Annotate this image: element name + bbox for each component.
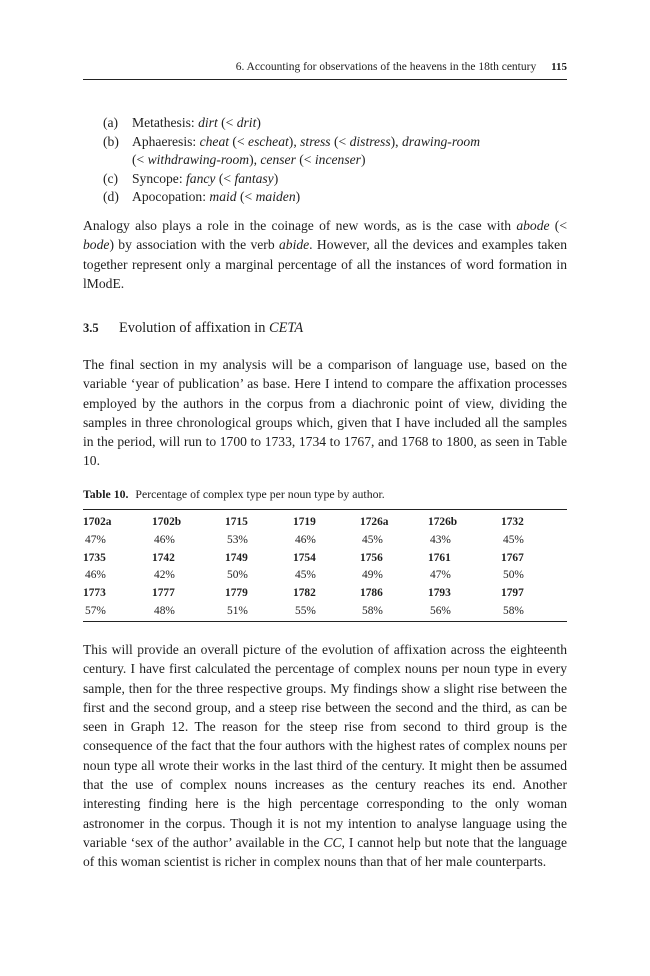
text-run: Syncope: — [132, 170, 186, 186]
italic-run: maiden — [255, 189, 296, 204]
table-cell: 1726b — [428, 516, 458, 528]
italic-run: dirt — [198, 115, 218, 130]
example-item — [103, 170, 573, 189]
italic-run: abide — [278, 237, 310, 253]
table-label: Table 10. — [83, 487, 129, 501]
table-cell: 56% — [430, 604, 451, 617]
text-run: ), — [288, 133, 301, 149]
italic-run: fantasy — [234, 170, 274, 186]
example-line — [132, 170, 573, 189]
table-cell: 1742 — [152, 551, 175, 564]
table-cell: 55% — [295, 604, 316, 617]
table-cell: 1797 — [501, 587, 524, 600]
table-year-row — [83, 585, 567, 603]
text-run: (< — [549, 218, 567, 233]
paragraph-comparison — [83, 355, 567, 471]
example-line — [132, 114, 573, 133]
table-value-row — [83, 532, 567, 550]
example-label: (d) — [103, 189, 119, 204]
table-cell: 1749 — [225, 551, 248, 564]
table-cell: 47% — [85, 533, 106, 546]
running-head — [83, 58, 567, 80]
table-cell: 1702a — [83, 516, 112, 528]
example-item — [103, 133, 573, 170]
text-run: (< — [330, 133, 350, 149]
table-cell: 46% — [85, 569, 106, 582]
page-number: 115 — [551, 61, 567, 73]
table-cell: 1786 — [360, 587, 383, 600]
table-cell: 1756 — [360, 551, 383, 564]
italic-run: stress — [300, 133, 331, 149]
table-cell: 1793 — [428, 587, 451, 600]
italic-run: bode — [83, 237, 110, 253]
italic-run: distress — [349, 133, 391, 149]
table-cell: 43% — [430, 533, 451, 546]
table-cell: 1777 — [152, 587, 175, 600]
example-label: (c) — [103, 170, 119, 186]
text-run: The final section in my analysis will be a comparison of language use, based on the variable ‘year of publication’ as base. Here I intend to compare the affixation processes employed by the authors in the corpus from a diachronic point of view, dividing the samples in three chronological groups which, given that I have included all the samples in the period, will run to 1700 to 1733, 1734 to 1767, and 1768 to 1800, as seen in Table 10. — [83, 357, 567, 469]
table-cell: 46% — [154, 533, 175, 546]
section-title — [119, 320, 303, 336]
section-heading — [83, 320, 303, 337]
example-line — [132, 151, 573, 170]
example-item — [103, 188, 573, 207]
examples-list — [103, 114, 573, 207]
text-run: (< — [217, 115, 237, 130]
table-cell: 45% — [503, 533, 524, 546]
table-cell: 48% — [154, 604, 175, 617]
paragraph-overview — [83, 640, 567, 872]
text-run: ) — [360, 152, 366, 167]
text-run: I cannot help but note that the language of this woman scientist is richer in complex nouns than that of her male counterparts. — [83, 834, 568, 870]
table-cell: 50% — [227, 569, 248, 582]
table-cell: 47% — [430, 569, 451, 582]
text-run: This will provide an overall picture of the evolution of affixation across the eighteenth century. I have first calculated the percentage of complex nouns per noun type in every sample, then for the three respective groups. My findings show a slight rise between the first and the second group, and a steep rise between the second and the third, as can be seen in Graph 12. The reason for the steep rise from second to third group is the consequence of the fact that the four authors with the highest rates of complex nouns per noun type all wrote their works in the last third of the century. It might then be assumed that the use of complex nouns increases as the century reaches its end. Another interesting finding here is the high percentage corresponding to the only woman astronomer in the corpus. Though it is not my intention to analyse language using the variable ‘sex of the author’ available in the — [83, 642, 567, 850]
text-run: (< — [229, 133, 249, 149]
table-cell: 58% — [503, 604, 524, 617]
text-run: (< — [236, 189, 256, 204]
table-year-row — [83, 514, 567, 532]
text-run: (< — [132, 152, 148, 167]
table-cell: 1702b — [152, 516, 182, 528]
text-run: ) — [273, 170, 279, 186]
table-cell: 58% — [362, 604, 383, 617]
text-run: Apocopation: — [132, 189, 210, 204]
table-cell: 1732 — [501, 516, 524, 528]
table-cell: 49% — [362, 569, 383, 582]
running-title: 6. Accounting for observations of the heavens in the 18th century — [235, 61, 537, 73]
table-cell: 1767 — [501, 551, 524, 564]
example-label: (b) — [103, 133, 119, 149]
italic-run: cheat — [199, 133, 230, 149]
table-cell: 42% — [154, 569, 175, 582]
table-cell: 1726a — [360, 516, 389, 528]
text-run: ), — [249, 152, 261, 167]
table-cell: 50% — [503, 569, 524, 582]
text-run: ) — [256, 115, 261, 130]
italic-run: drit — [236, 115, 257, 130]
italic-run: drawing-room — [401, 133, 481, 149]
table-cell: 1754 — [293, 551, 316, 564]
table-cell: 45% — [295, 569, 316, 582]
table-caption — [83, 487, 385, 502]
percentage-table — [83, 509, 567, 622]
table-cell: 46% — [295, 533, 316, 546]
table-cell: 1761 — [428, 551, 451, 564]
section-number: 3.5 — [83, 321, 99, 335]
table-cell: 1773 — [83, 587, 106, 600]
italic-run: CC, — [323, 834, 345, 850]
text-run: Evolution of affixation in — [119, 320, 270, 336]
table-cell: 1779 — [225, 587, 248, 600]
text-run: Analogy also plays a role in the coinage of new words, as is the case with — [83, 218, 517, 233]
example-line — [132, 188, 573, 207]
text-run: . However, all the devices and examples taken together represent only a marginal percentage of all the instances of word formation in lModE. — [83, 237, 568, 291]
table-cell: 1735 — [83, 551, 106, 564]
example-line — [132, 133, 573, 152]
table-year-row — [83, 550, 567, 568]
text-run: Aphaeresis: — [132, 133, 200, 149]
text-run: ), — [390, 133, 402, 149]
table-cell: 1719 — [293, 516, 316, 528]
table-cell: 45% — [362, 533, 383, 546]
italic-run: fancy — [186, 170, 216, 186]
table-value-row — [83, 603, 567, 621]
italic-run: escheat — [248, 133, 289, 149]
table-cell: 1782 — [293, 587, 316, 600]
italic-run: censer — [260, 152, 296, 167]
italic-run: CETA — [269, 320, 304, 336]
table-caption-text: Percentage of complex type per noun type by author. — [135, 487, 385, 501]
paragraph-analogy — [83, 216, 567, 293]
text-run: ) by association with the verb — [109, 237, 279, 253]
text-run: Metathesis: — [132, 115, 199, 130]
italic-run: withdrawing-room — [147, 152, 250, 167]
italic-run: abode — [516, 218, 550, 233]
text-run: (< — [295, 152, 315, 167]
italic-run: maid — [209, 189, 237, 204]
table-cell: 57% — [85, 604, 106, 617]
italic-run: incenser — [314, 152, 361, 167]
table-cell: 53% — [227, 533, 248, 546]
example-item — [103, 114, 573, 133]
table-cell: 51% — [227, 604, 248, 617]
table-cell: 1715 — [225, 516, 248, 528]
example-label: (a) — [103, 115, 119, 130]
text-run: ) — [295, 189, 301, 204]
text-run: (< — [215, 170, 235, 186]
table-value-row — [83, 567, 567, 585]
